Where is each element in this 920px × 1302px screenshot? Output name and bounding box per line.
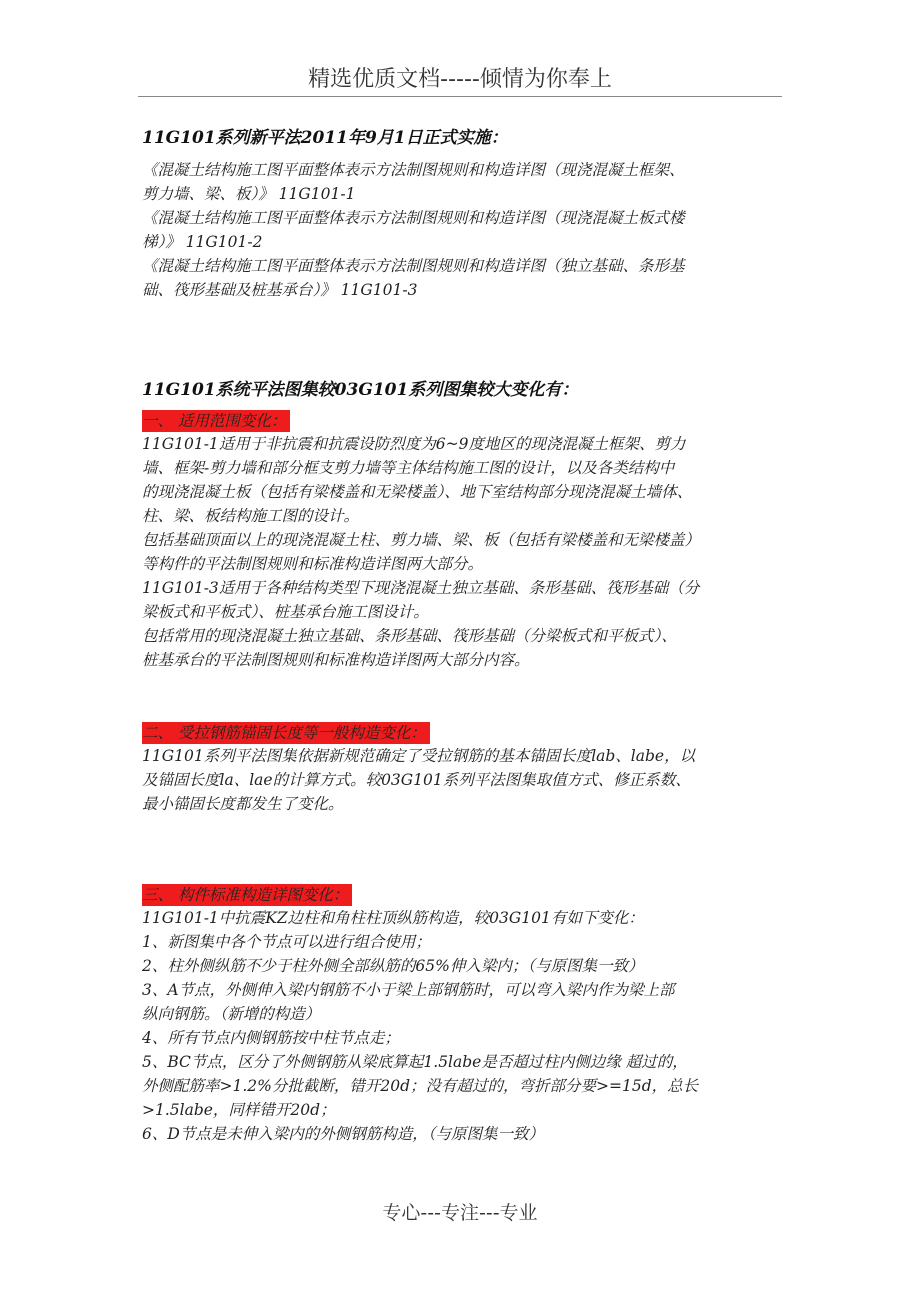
part-3-line: 5、BC节点，区分了外侧钢筋从梁底算起1.5labe是否超过柱内侧边缘 超过的， bbox=[142, 1053, 688, 1071]
part-2-anchorage bbox=[142, 722, 792, 816]
part-3-line: 11G101-1中抗震KZ边柱和角柱柱顶纵筋构造，较03G101有如下变化： bbox=[142, 909, 644, 927]
part-1-line: 包括常用的现浇混凝土独立基础、条形基础、筏形基础（分梁板式和平板式）、 bbox=[142, 627, 677, 645]
page-header-title: 精选优质文档-----倾情为你奉上 bbox=[308, 67, 612, 92]
intro-heading: 11G101系列新平法2011年9月1日正式实施： bbox=[142, 128, 508, 148]
intro-line: 础、筏形基础及桩基承台）》 11G101-3 bbox=[142, 281, 418, 299]
document-body bbox=[142, 112, 792, 1146]
part-3-line: >1.5labe，同样错开20d； bbox=[142, 1101, 336, 1119]
part-2-label: 二、 受拉钢筋锚固长度等一般构造变化： bbox=[142, 722, 430, 744]
intro-line: 《混凝土结构施工图平面整体表示方法制图规则和构造详图（现浇混凝土框架、 bbox=[142, 161, 685, 179]
header-divider bbox=[138, 96, 782, 97]
part-3-line: 6、D节点是未伸入梁内的外侧钢筋构造，（与原图集一致） bbox=[142, 1125, 545, 1143]
part-2-line: 11G101系列平法图集依据新规范确定了受拉钢筋的基本锚固长度lab、labe，以 bbox=[142, 747, 696, 765]
intro-line: 剪力墙、梁、板）》 11G101-1 bbox=[142, 185, 356, 203]
part-2-line: 及锚固长度la、lae的计算方式。较03G101系列平法图集取值方式、修正系数、 bbox=[142, 771, 691, 789]
part-2-line: 最小锚固长度都发生了变化。 bbox=[142, 795, 344, 813]
intro-line: 梯）》 11G101-2 bbox=[142, 233, 263, 251]
page-footer: 专心---专注---专业 bbox=[382, 1202, 538, 1224]
part-3-line: 1、新图集中各个节点可以进行组合使用； bbox=[142, 933, 431, 951]
part-3-line: 纵向钢筋。（新增的构造） bbox=[142, 1005, 321, 1023]
part-3-line: 外侧配筋率>1.2%分批截断，错开20d；没有超过的，弯折部分要>=15d，总长 bbox=[142, 1077, 699, 1095]
part-1-label: 一、 适用范围变化： bbox=[142, 410, 290, 432]
part-1-line: 梁板式和平板式）、桩基承台施工图设计。 bbox=[142, 603, 429, 621]
part-1-line: 的现浇混凝土板（包括有梁楼盖和无梁楼盖）、地下室结构部分现浇混凝土墙体、 bbox=[142, 483, 693, 501]
part-1-line: 桩基承台的平法制图规则和标准构造详图两大部分内容。 bbox=[142, 651, 530, 669]
intro-line: 《混凝土结构施工图平面整体表示方法制图规则和构造详图（独立基础、条形基 bbox=[142, 257, 685, 275]
section-changes bbox=[142, 376, 792, 1146]
part-1-scope bbox=[142, 410, 792, 672]
section-intro bbox=[142, 124, 792, 302]
part-3-label: 三、 构件标准构造详图变化： bbox=[142, 884, 352, 906]
part-1-line: 墙、框架-剪力墙和部分框支剪力墙等主体结构施工图的设计，以及各类结构中 bbox=[142, 459, 675, 477]
part-1-line: 等构件的平法制图规则和标准构造详图两大部分。 bbox=[142, 555, 484, 573]
part-1-line: 11G101-1适用于非抗震和抗震设防烈度为6~9度地区的现浇混凝土框架、剪力 bbox=[142, 435, 686, 453]
intro-line: 《混凝土结构施工图平面整体表示方法制图规则和构造详图（现浇混凝土板式楼 bbox=[142, 209, 685, 227]
part-3-line: 2、柱外侧纵筋不少于柱外侧全部纵筋的65%伸入梁内；（与原图集一致） bbox=[142, 957, 644, 975]
part-3-line: 4、所有节点内侧钢筋按中柱节点走； bbox=[142, 1029, 400, 1047]
part-3-details bbox=[142, 884, 792, 1146]
part-1-line: 11G101-3适用于各种结构类型下现浇混凝土独立基础、条形基础、筏形基础（分 bbox=[142, 579, 700, 597]
changes-heading: 11G101系统平法图集较03G101系列图集较大变化有： bbox=[142, 380, 579, 400]
part-3-line: 3、A节点，外侧伸入梁内钢筋不小于梁上部钢筋时，可以弯入梁内作为梁上部 bbox=[142, 981, 675, 999]
part-1-line: 包括基础顶面以上的现浇混凝土柱、剪力墙、梁、板（包括有梁楼盖和无梁楼盖） bbox=[142, 531, 701, 549]
part-1-line: 柱、梁、板结构施工图的设计。 bbox=[142, 507, 360, 525]
